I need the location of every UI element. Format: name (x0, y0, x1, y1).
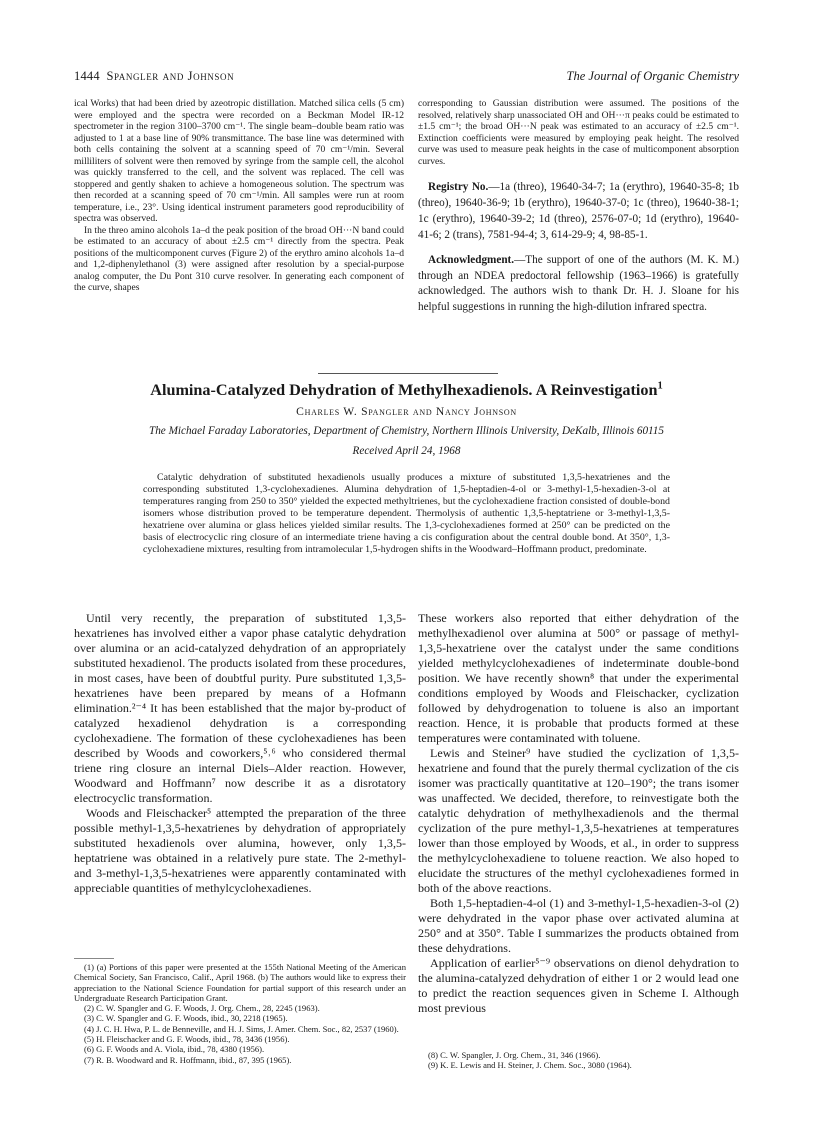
footnote-5: (5) H. Fleischacker and G. F. Woods, ibid., 78, 3436 (1956). (84, 1034, 290, 1045)
experimental-paragraph-2: In the threo amino alcohols 1a–d the peak position of the broad OH···N band could be estimated to an accuracy of about ±2.5 cm⁻¹ directly from the spectra. Peak positions of the multicomponent curves (Figure 2) of the erythro amino alcohols 1a–d and 1,2-diphenylethanol (3) were assigned after resolution by a special-purpose analog computer, the Du Pont 310 curve resolver. In generating each component of the curve, shapes (74, 224, 404, 293)
article-divider (318, 373, 498, 374)
acknowledgment-text: —The support of one of the authors (M. K. M.) through an NDEA predoctoral fellowship (1963–1966) is gratefully acknowledged. The authors wish to thank Dr. H. J. Sloane for his helpful suggestions in running the high-dilution infrared spectra. (418, 253, 739, 314)
experimental-paragraph-3: corresponding to Gaussian distribution were assumed. The positions of the resolved, relatively sharp unassociated OH and OH···π peaks could be estimated to ±1.5 cm⁻¹; the broad OH···N peak was estimated to an accuracy of ±2.5 cm⁻¹. Extinction coefficients were measured by employing peak height. The resolved curve was used to measure peak heights in the case of multicomponent absorption curves. (418, 98, 739, 167)
footnote-7: (7) R. B. Woodward and R. Hoffmann, ibid., 87, 395 (1965). (84, 1054, 292, 1065)
body-right-column (418, 611, 739, 1016)
article-abstract: Catalytic dehydration of substituted hexadienols usually produces a mixture of substituted 1,3,5-hexatrienes and the corresponding substituted 1,3-cyclohexadienes. Alumina dehydration of 1,5-heptadien-4-ol or 3-methyl-1,5-hexadien-3-ol at temperatures ranging from 250 to 350° yielded the expected methyltrienes, but the cyclohexadiene fraction consisted of double-bond isomers whose distribution proved to be temperature dependent. Thermolysis of authentic 1,3,5-heptatriene or 3-methyl-1,3,5-hexatriene over alumina or glass helices yielded similar results. The 1,3-cyclohexadienes formed at 250° can be predicted on the basis of electrocyclic ring closure of an intermediate triene having a cis configuration about the central double bond. At 350°, 1,3-cyclohexadiene mixtures, resulting from intramolecular 1,5-hydrogen shifts in the Woodward–Hoffmann product, predominate. (143, 472, 670, 555)
acknowledgment-label: Acknowledgment. (428, 253, 515, 266)
body-paragraph-3: These workers also reported that either dehydration of the methylhexadienol over alumina at 500° or passage of methyl-1,3,5-hexatriene over the catalyst under the same conditions yielded methylcyclohexadienes of indeterminate double-bond position. We have recently shown⁸ that under the experimental conditions employed by Woods and Fleischacker, cyclization followed by dehydrogenation to toluene is also an important reaction. Hence, it is probable that products formed at these temperatures were contaminated with toluene. (418, 611, 739, 745)
top-left-column (74, 98, 404, 294)
page-number: 1444 (74, 69, 100, 83)
registry-paragraph (418, 180, 739, 244)
footnote-rule-left (74, 958, 114, 959)
running-header-left (74, 69, 234, 84)
running-authors: Spangler and Johnson (106, 69, 235, 83)
acknowledgment-paragraph (418, 253, 739, 317)
footnote-1: (1) (a) Portions of this paper were presented at the 155th National Meeting of the American Chemical Society, San Francisco, Calif., April 1968. (b) The authors would like to express their appreciation to the National Science Foundation for partial support of this research under an Undergraduate Research Participation Grant. (74, 962, 406, 1003)
article-title (40, 381, 773, 400)
footnote-2: (2) C. W. Spangler and G. F. Woods, J. Org. Chem., 28, 2245 (1963). (84, 1003, 320, 1014)
footnote-8: (8) C. W. Spangler, J. Org. Chem., 31, 346 (1966). (428, 1050, 601, 1060)
registry-text: —1a (threo), 19640-34-7; 1a (erythro), 19640-35-8; 1b (threo), 19640-36-9; 1b (erythro), 19640-37-0; 1c (threo), 19640-38-1; 1c (erythro), 19640-39-2; 1d (threo), 2576-07-0; 1d (erythro), 19640-41-6; 2 (trans), 7581-94-4; 3, 614-29-9; 4, 98-85-1. (418, 181, 740, 241)
footnotes-right (418, 1050, 739, 1071)
journal-name: The Journal of Organic Chemistry (566, 69, 739, 83)
footnotes-left (74, 962, 406, 1065)
footnote-3: (3) C. W. Spangler and G. F. Woods, ibid., 30, 2218 (1965). (84, 1013, 288, 1024)
title-footnote-mark: 1 (657, 380, 663, 392)
footnote-9: (9) K. E. Lewis and H. Steiner, J. Chem. Soc., 3080 (1964). (428, 1060, 632, 1071)
body-paragraph-5: Both 1,5-heptadien-4-ol (1) and 3-methyl-1,5-hexadien-3-ol (2) were dehydrated in the vapor phase over activated alumina at 250° and at 350°. Table I summarizes the products obtained from these dehydrations. (418, 896, 739, 955)
footnote-6: (6) G. F. Woods and A. Viola, ibid., 78, 4380 (1956). (84, 1044, 265, 1055)
article-title-text: Alumina-Catalyzed Dehydration of Methylhexadienols. A Reinvestigation (150, 381, 658, 399)
article-affiliation: The Michael Faraday Laboratories, Department of Chemistry, Northern Illinois University, DeKalb, Illinois 60115 (148, 425, 664, 437)
body-paragraph-6: Application of earlier⁵⁻⁹ observations on dienol dehydration to the alumina-catalyzed dehydration of either 1 or 2 would lead one to predict the reaction sequences given in Scheme I. Although most previous (418, 956, 739, 1015)
registry-label: Registry No. (428, 181, 489, 193)
body-paragraph-4: Lewis and Steiner⁹ have studied the cyclization of 1,3,5-hexatriene and found that the purely thermal cyclization of the cis isomer was practically quantitative at 120–190°; the trans isomer was unaffected. We decided, therefore, to reinvestigate both the catalytic dehydration of methylhexadienols and the thermal cyclization of the pure methyl-1,3,5-hexatrienes at temperatures lower than those employed by Woods, et al., in order to suppress the methylcyclohexadiene to toluene reaction. We also hoped to elucidate the structures of the methyl cyclohexadienes formed in both of the above reactions. (418, 746, 739, 895)
experimental-paragraph-1: ical Works) that had been dried by azeotropic distillation. Matched silica cells (5 cm) were employed and the spectra were recorded on a Beckman Model IR-12 spectrometer in the region 3100–3700 cm⁻¹. The single beam–double beam ratio was adjusted to 1 at a base line of 90% transmittance. The base line was determined with both cells containing the solvent at a scanning speed of 70 cm⁻¹/min. Several milliliters of solvent were then removed by syringe from the sample cell, the alcohol was quickly transferred to the cell, and the solvent was replaced. The cell was stoppered and gently shaken to achieve a homogeneous solution. The spectrum was then recorded at a scanning speed of 70 cm⁻¹/min. All samples were run at room temperature, i.e., 23°. Using identical instrument parameters good reproducibility of spectra was observed. (74, 98, 404, 224)
article-received-date: Received April 24, 1968 (352, 445, 461, 457)
body-left-column (74, 611, 406, 896)
body-paragraph-2: Woods and Fleischacker⁵ attempted the preparation of the three possible methyl-1,3,5-hexatrienes by dehydration of appropriately substituted hexadienols over alumina, however, only 1,3,5-heptatriene was obtained in a relatively pure state. The 2-methyl- and 3-methyl-1,3,5-hexatrienes were apparently contaminated with appreciable quantities of methylcyclohexadienes. (74, 806, 406, 895)
body-paragraph-1: Until very recently, the preparation of substituted 1,3,5-hexatrienes has involved either a vapor phase catalytic dehydration over alumina or an acid-catalyzed dehydration of an appropriately substituted hexadienol. The products isolated from these procedures, in most cases, have been of doubtful purity. Pure substituted 1,3,5-hexatrienes have been prepared by means of a Hofmann elimination.²⁻⁴ It has been established that the major by-product of catalyzed hexadienol dehydration is a corresponding cyclohexadiene. The formation of these cyclohexadienes has been described by Woods and coworkers,⁵˒⁶ who considered thermal triene ring closure an internal Diels–Alder reaction. However, Woodward and Hoffmann⁷ now describe it as a disrotatory electrocyclic transformation. (74, 611, 406, 805)
top-right-column (418, 98, 739, 316)
footnote-4: (4) J. C. H. Hwa, P. L. de Benneville, and H. J. Sims, J. Amer. Chem. Soc., 82, 2537 (1960). (84, 1023, 399, 1034)
article-authors: Charles W. Spangler and Nancy Johnson (296, 405, 517, 418)
